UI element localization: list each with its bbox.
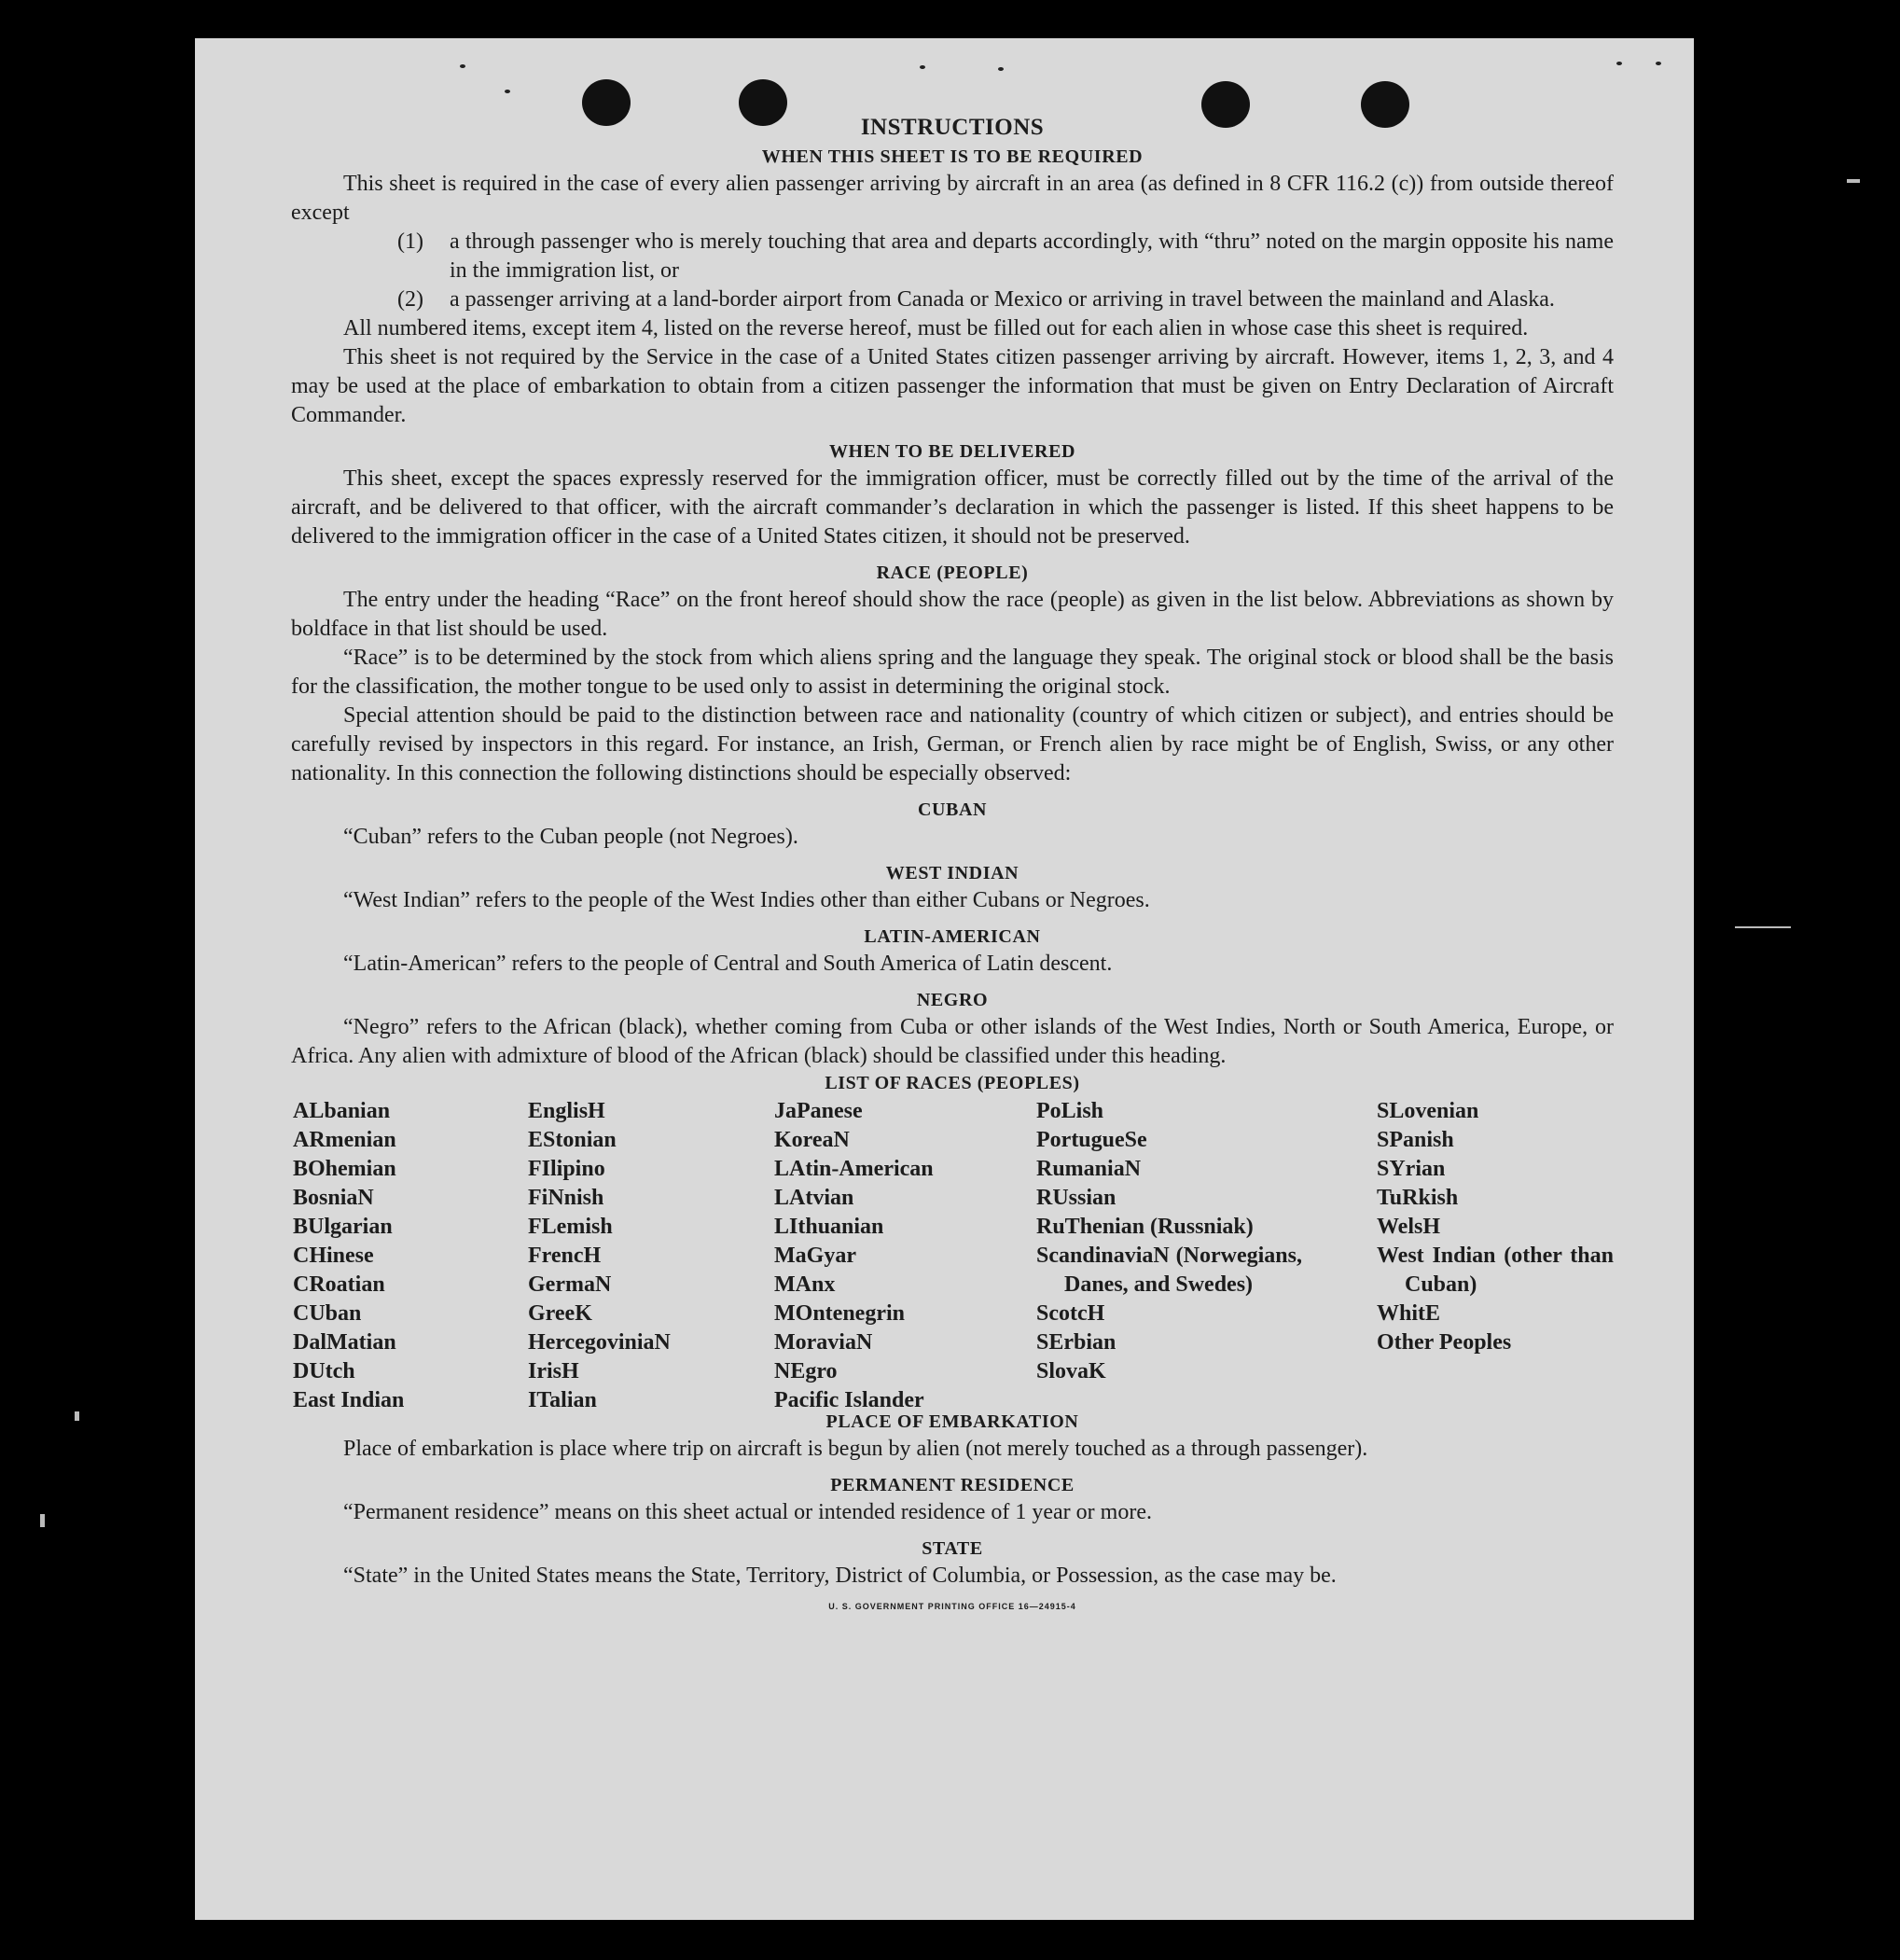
residence-paragraph: “Permanent residence” means on this sheet actual or intended residence of 1 year or more.	[343, 1500, 1152, 1524]
heading-place-of-embarkation: PLACE OF EMBARKATION	[825, 1411, 1079, 1432]
race-entry: SErbian	[1036, 1330, 1116, 1355]
race-entry: MAnx	[774, 1272, 836, 1297]
exception-text: a passenger arriving at a land-border airport from Canada or Mexico or arriving in travel between the mainland and Alaska.	[450, 287, 1555, 312]
race-entry: TuRkish	[1377, 1186, 1459, 1210]
race-entry: RuThenian (Russniak)	[1036, 1215, 1254, 1239]
exception-item	[291, 228, 1614, 285]
race-entry: WhitE	[1377, 1301, 1441, 1326]
when-delivered-paragraph: This sheet, except the spaces expressly reserved for the immigration officer, must be correctly filled out by the time of the arrival of the aircraft, and be delivered to that officer, with the aircraft commander’s declaration in which the passenger is listed. If this sheet happens to be delivered to the immigration officer in the case of a United States citizen, it should not be preserved.	[291, 466, 1614, 549]
race-entry: KoreaN	[774, 1128, 850, 1152]
race-column-5	[1377, 1097, 1614, 1357]
state-paragraph: “State” in the United States means the State, Territory, District of Columbia, or Possession, as the case may be.	[343, 1564, 1337, 1588]
race-entry: BUlgarian	[293, 1215, 393, 1239]
edge-mark	[1735, 926, 1791, 928]
race-entry: ARmenian	[293, 1128, 396, 1152]
race-paragraph-2: “Race” is to be determined by the stock from which aliens spring and the language they speak. The original stock or blood shall be the basis for the classification, the mother tongue to be used only to assist in determining the original stock.	[291, 646, 1614, 699]
heading-permanent-residence: PERMANENT RESIDENCE	[830, 1475, 1075, 1495]
race-entry: PortugueSe	[1036, 1128, 1147, 1152]
race-entry: SYrian	[1377, 1157, 1446, 1181]
edge-mark	[40, 1514, 45, 1527]
race-entry: LIthuanian	[774, 1215, 884, 1239]
race-entry: RumaniaN	[1036, 1157, 1142, 1181]
race-entry: CHinese	[293, 1244, 374, 1268]
race-entry: MaGyar	[774, 1244, 856, 1268]
race-entry: WelsH	[1377, 1215, 1441, 1239]
edge-mark	[75, 1411, 79, 1421]
race-entry: MoraviaN	[774, 1330, 873, 1355]
race-entry: East Indian	[293, 1388, 405, 1412]
printing-office-footer: U. S. GOVERNMENT PRINTING OFFICE 16—24915-4	[828, 1602, 1076, 1611]
race-entry: SlovaK	[1036, 1359, 1106, 1383]
heading-list-of-races: LIST OF RACES (PEOPLES)	[825, 1073, 1080, 1093]
race-entry: FiNnish	[528, 1186, 604, 1210]
document-sheet	[195, 38, 1694, 1920]
exception-text: a through passenger who is merely touching that area and departs accordingly, with “thru” noted on the margin opposite his name in the immigration list, or	[450, 229, 1614, 283]
race-entry: IrisH	[528, 1359, 579, 1383]
race-entry: SPanish	[1377, 1128, 1454, 1152]
heading-when-required: WHEN THIS SHEET IS TO BE REQUIRED	[761, 146, 1144, 167]
race-entry: ScandinaviaN (Norwegians, Danes, and Swedes)	[1036, 1244, 1302, 1297]
race-entry: ALbanian	[293, 1099, 391, 1123]
heading-when-delivered: WHEN TO BE DELIVERED	[828, 441, 1076, 462]
race-entry: Other Peoples	[1377, 1330, 1512, 1355]
race-entry: LAtin-American	[774, 1157, 934, 1181]
race-entry: NEgro	[774, 1359, 838, 1383]
race-entry: FrencH	[528, 1244, 602, 1268]
race-entry: SLovenian	[1377, 1099, 1479, 1123]
race-entry: CUban	[293, 1301, 362, 1326]
race-entry: GermaN	[528, 1272, 612, 1297]
race-entry: ScotcH	[1036, 1301, 1105, 1326]
race-entry: EnglisH	[528, 1099, 605, 1123]
heading-race: RACE (PEOPLE)	[876, 563, 1029, 583]
speck	[460, 64, 465, 68]
race-entry: BOhemian	[293, 1157, 396, 1181]
heading-west-indian: WEST INDIAN	[885, 863, 1019, 883]
speck	[505, 90, 510, 93]
exception-number: (1)	[397, 229, 423, 254]
race-list	[291, 1097, 1614, 1410]
race-entry: BosniaN	[293, 1186, 374, 1210]
when-required-paragraph-2: All numbered items, except item 4, listed on the reverse hereof, must be filled out for each alien in whose case this sheet is required.	[343, 316, 1529, 341]
negro-paragraph: “Negro” refers to the African (black), whether coming from Cuba or other islands of the West Indies, North or South America, Europe, or Africa. Any alien with admixture of blood of the African (black) should be classified under this heading.	[291, 1015, 1614, 1068]
speck	[998, 67, 1004, 71]
embarkation-paragraph: Place of embarkation is place where trip on aircraft is begun by alien (not merely touched as a through passenger).	[343, 1437, 1368, 1461]
race-column-3	[774, 1097, 934, 1415]
cuban-paragraph: “Cuban” refers to the Cuban people (not Negroes).	[343, 825, 798, 849]
when-required-paragraph-3: This sheet is not required by the Service in the case of a United States citizen passenger arriving by aircraft. However, items 1, 2, 3, and 4 may be used at the place of embarkation to obtain from a citizen passenger the information that must be given on Entry Declaration of Aircraft Commander.	[291, 345, 1614, 427]
race-entry: HercegoviniaN	[528, 1330, 671, 1355]
heading-cuban: CUBAN	[917, 799, 988, 820]
heading-negro: NEGRO	[916, 990, 989, 1010]
exception-item	[291, 285, 1614, 314]
race-entry: MOntenegrin	[774, 1301, 905, 1326]
race-entry: CRoatian	[293, 1272, 385, 1297]
speck	[920, 65, 925, 69]
speck	[1616, 62, 1622, 65]
west-indian-paragraph: “West Indian” refers to the people of the West Indies other than either Cubans or Negroes.	[343, 888, 1150, 912]
speck	[1656, 62, 1661, 65]
exception-list	[291, 228, 1614, 314]
edge-mark	[1847, 179, 1860, 183]
race-entry: PoLish	[1036, 1099, 1104, 1123]
race-column-1	[293, 1097, 404, 1415]
instructions-content	[291, 115, 1614, 1611]
latin-american-paragraph: “Latin-American” refers to the people of Central and South America of Latin descent.	[343, 952, 1113, 976]
page-title: INSTRUCTIONS	[860, 115, 1045, 140]
race-column-4	[1036, 1097, 1302, 1386]
race-column-2	[528, 1097, 671, 1415]
heading-state: STATE	[922, 1538, 983, 1559]
race-entry: GreeK	[528, 1301, 592, 1326]
race-entry: DUtch	[293, 1359, 355, 1383]
race-entry: West Indian (other than Cuban)	[1377, 1244, 1614, 1297]
race-entry: JaPanese	[774, 1099, 863, 1123]
when-required-paragraph-1: This sheet is required in the case of every alien passenger arriving by aircraft in an area (as defined in 8 CFR 116.2 (c)) from outside thereof except	[291, 172, 1614, 225]
heading-latin-american: LATIN-AMERICAN	[864, 926, 1041, 947]
race-entry: RUssian	[1036, 1186, 1116, 1210]
race-entry: FIlipino	[528, 1157, 605, 1181]
race-entry: EStonian	[528, 1128, 617, 1152]
race-entry: Pacific Islander	[774, 1388, 924, 1412]
exception-number: (2)	[397, 287, 423, 312]
race-entry: LAtvian	[774, 1186, 854, 1210]
race-entry: ITalian	[528, 1388, 597, 1412]
race-entry: FLemish	[528, 1215, 613, 1239]
race-paragraph-1: The entry under the heading “Race” on the front hereof should show the race (people) as given in the list below. Abbreviations as shown by boldface in that list should be used.	[291, 588, 1614, 641]
race-entry: DalMatian	[293, 1330, 396, 1355]
race-paragraph-3: Special attention should be paid to the distinction between race and nationality (country of which citizen or subject), and entries should be carefully revised by inspectors in this regard. For instance, an Irish, German, or French alien by race might be of English, Swiss, or any other nationality. In this connection the following distinctions should be especially observed:	[291, 703, 1614, 785]
